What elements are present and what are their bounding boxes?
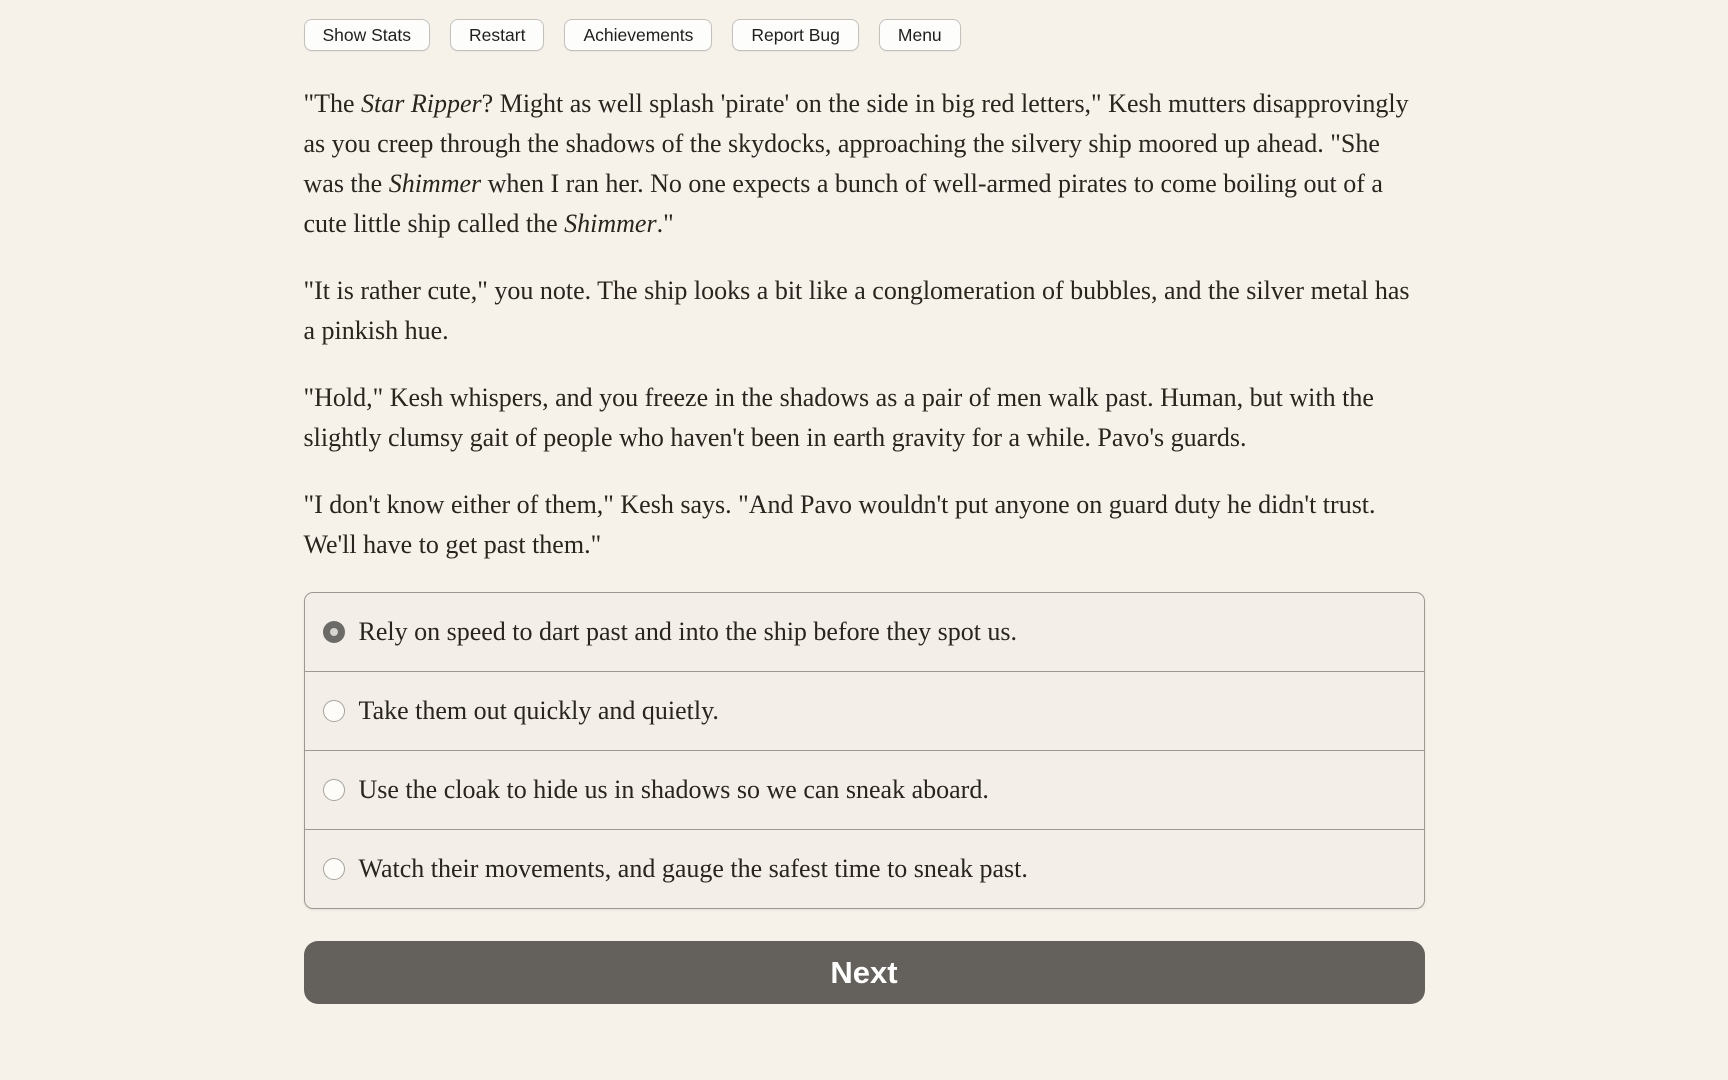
radio-button-unselected[interactable] (323, 858, 345, 880)
choice-option-label: Rely on speed to dart past and into the ship before they spot us. (358, 617, 1018, 646)
page-content (304, 0, 1425, 1004)
next-button[interactable]: Next (304, 941, 1425, 1004)
story-paragraph (304, 378, 1425, 458)
story-text-span: "It is rather cute," you note. The ship looks a bit like a conglomeration of bubbles, and the silver metal has a pinkish hue. (303, 276, 1410, 345)
story-paragraph (304, 84, 1425, 244)
story-text-span: ? Might as well splash 'pirate' on the side in big red letters," Kesh mutters disapprovingly as you creep through the shadows of the skydocks, approaching the silvery ship moored up ahead. "She was the (303, 89, 1409, 198)
story-paragraph (304, 485, 1425, 565)
radio-button-unselected[interactable] (323, 779, 345, 801)
choice-option[interactable] (305, 750, 1424, 829)
restart-button[interactable]: Restart (450, 19, 544, 51)
story-text-span: "Hold," Kesh whispers, and you freeze in the shadows as a pair of men walk past. Human, but with the slightly clumsy gait of people who haven't been in earth gravity for a while. Pavo's guards. (303, 383, 1374, 452)
story-text-italic: Shimmer (564, 209, 657, 238)
choice-group (304, 592, 1425, 909)
show-stats-button[interactable]: Show Stats (304, 19, 431, 51)
story-text-span: "The (303, 89, 362, 118)
choice-option-label: Take them out quickly and quietly. (358, 696, 719, 725)
report-bug-button[interactable]: Report Bug (732, 19, 859, 51)
story-text-span: when I ran her. No one expects a bunch of well-armed pirates to come boiling out of a cute little ship called the (303, 169, 1383, 238)
story-text-italic: Shimmer (388, 169, 482, 198)
story-text (304, 84, 1425, 565)
toolbar (304, 0, 1425, 51)
story-text-span: "I don't know either of them," Kesh says. "And Pavo wouldn't put anyone on guard duty he didn't trust. We'll have to get past them." (303, 490, 1376, 559)
achievements-button[interactable]: Achievements (564, 19, 712, 51)
story-text-span: ." (656, 209, 674, 238)
choice-option[interactable] (305, 671, 1424, 750)
choice-option[interactable] (305, 829, 1424, 908)
story-text-italic: Star Ripper (361, 89, 482, 118)
story-paragraph (304, 271, 1425, 351)
choice-option-label: Watch their movements, and gauge the safest time to sneak past. (358, 854, 1028, 883)
radio-button-unselected[interactable] (323, 700, 345, 722)
choice-option-label: Use the cloak to hide us in shadows so we can sneak aboard. (358, 775, 989, 804)
radio-button-selected[interactable] (323, 621, 345, 643)
choice-option[interactable] (305, 593, 1424, 671)
menu-button[interactable]: Menu (879, 19, 961, 51)
